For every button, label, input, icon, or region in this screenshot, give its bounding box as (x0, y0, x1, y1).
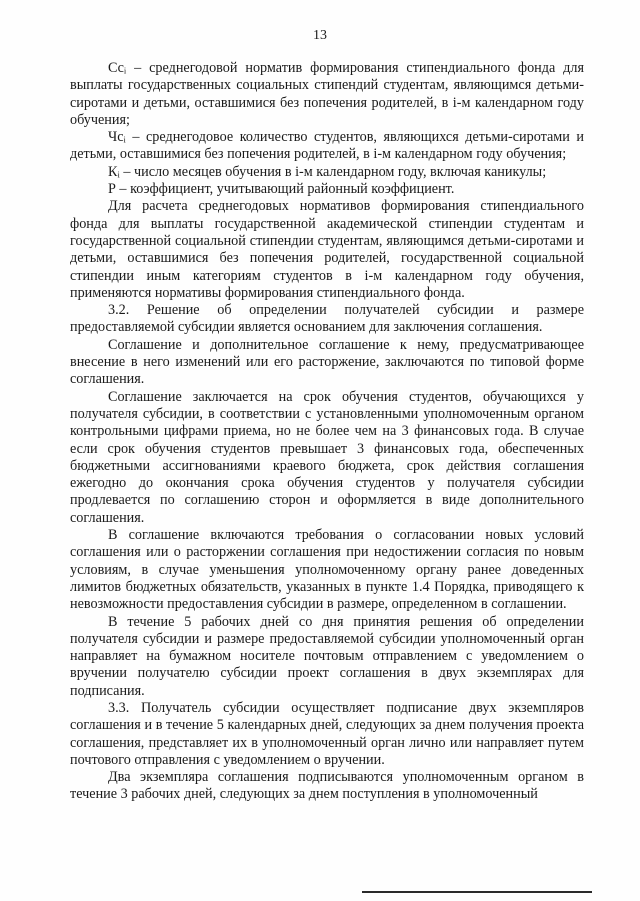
definition-k: Кᵢ – число месяцев обучения в i-м календарном году, включая каникулы; (108, 163, 547, 180)
document-body (70, 60, 584, 804)
paragraph-signing: Два экземпляра соглашения подписываются уполномоченным органом в течение 3 рабочих дней, следующих за днем поступления в уполномоченный (70, 769, 584, 803)
definition-chc: Чсᵢ – среднегодовое количество студентов, являющихся детьми-сиротами и детьми, оставшимися без попечения родителей, в i-м календарном году обучения; (70, 129, 584, 163)
paragraph-draft-sending: В течение 5 рабочих дней со дня принятия решения об определении получателя субсидии и размере предоставляемой субсидии уполномоченный орган направляет на бумажном носителе почтовым отправлением с уведомлением о вручении получателю субсидии проект соглашения в двух экземплярах для подписания. (70, 613, 584, 699)
page-number: 13 (313, 28, 327, 43)
paragraph-3-2: 3.2. Решение об определении получателей субсидии и размере предоставляемой субсидии является основанием для заключения соглашения. (70, 302, 584, 336)
definition-cc: Ссᵢ – среднегодовой норматив формирования стипендиального фонда для выплаты государственных социальных стипендий студентам, являющимся детьми-сиротами и детьми, оставшимися без попечения родителей, в i-м календарном году обучения; (70, 60, 584, 128)
paragraph-agreement-form: Соглашение и дополнительное соглашение к нему, предусматривающее внесение в него изменений или его расторжение, заключаются по типовой форме соглашения. (70, 336, 584, 388)
definition-p: Р – коэффициент, учитывающий районный коэффициент. (108, 181, 455, 198)
paragraph-agreement-requirements: В соглашение включаются требования о согласовании новых условий соглашения или о расторжении соглашения при недостижении согласия по новым условиям, в случае уменьшения уполномоченному органу ранее доведенных лимитов бюджетных обязательств, указанных в пункте 1.4 Порядка, приводящего к невозможности предоставления субсидии в размере, определенном в соглашении. (70, 527, 584, 613)
paragraph-3-3: 3.3. Получатель субсидии осуществляет подписание двух экземпляров соглашения и в течение 5 календарных дней, следующих за днем получения проекта соглашения, представляет их в уполномоченный орган лично или направляет путем почтового отправления с уведомлением о вручении. (70, 699, 584, 768)
paragraph-agreement-term: Соглашение заключается на срок обучения студентов, обучающихся у получателя субсидии, в соответствии с установленными уполномоченным органом контрольными цифрами приема, но не более чем на 3 финансовых года. В случае если срок обучения студентов превышает 3 финансовых года, обеспеченных бюджетными ассигнованиями краевого бюджета, срок действия соглашения ежегодно до окончания срока обучения студентов у получателя субсидии продлевается по соглашению сторон и оформляется в виде дополнительного соглашения. (70, 388, 584, 526)
paragraph-norms: Для расчета среднегодовых нормативов формирования стипендиального фонда для выплаты государственной академической стипендии студентам и государственной социальной стипендии студентам, являющимся детьми-сиротами и детьми, оставшимися без попечения родителей, государственной социальной стипендии иным категориям студентов в i-м календарном году обучения, применяются нормативы формирования стипендиального фонда. (70, 198, 584, 301)
bottom-divider-line (362, 891, 592, 893)
